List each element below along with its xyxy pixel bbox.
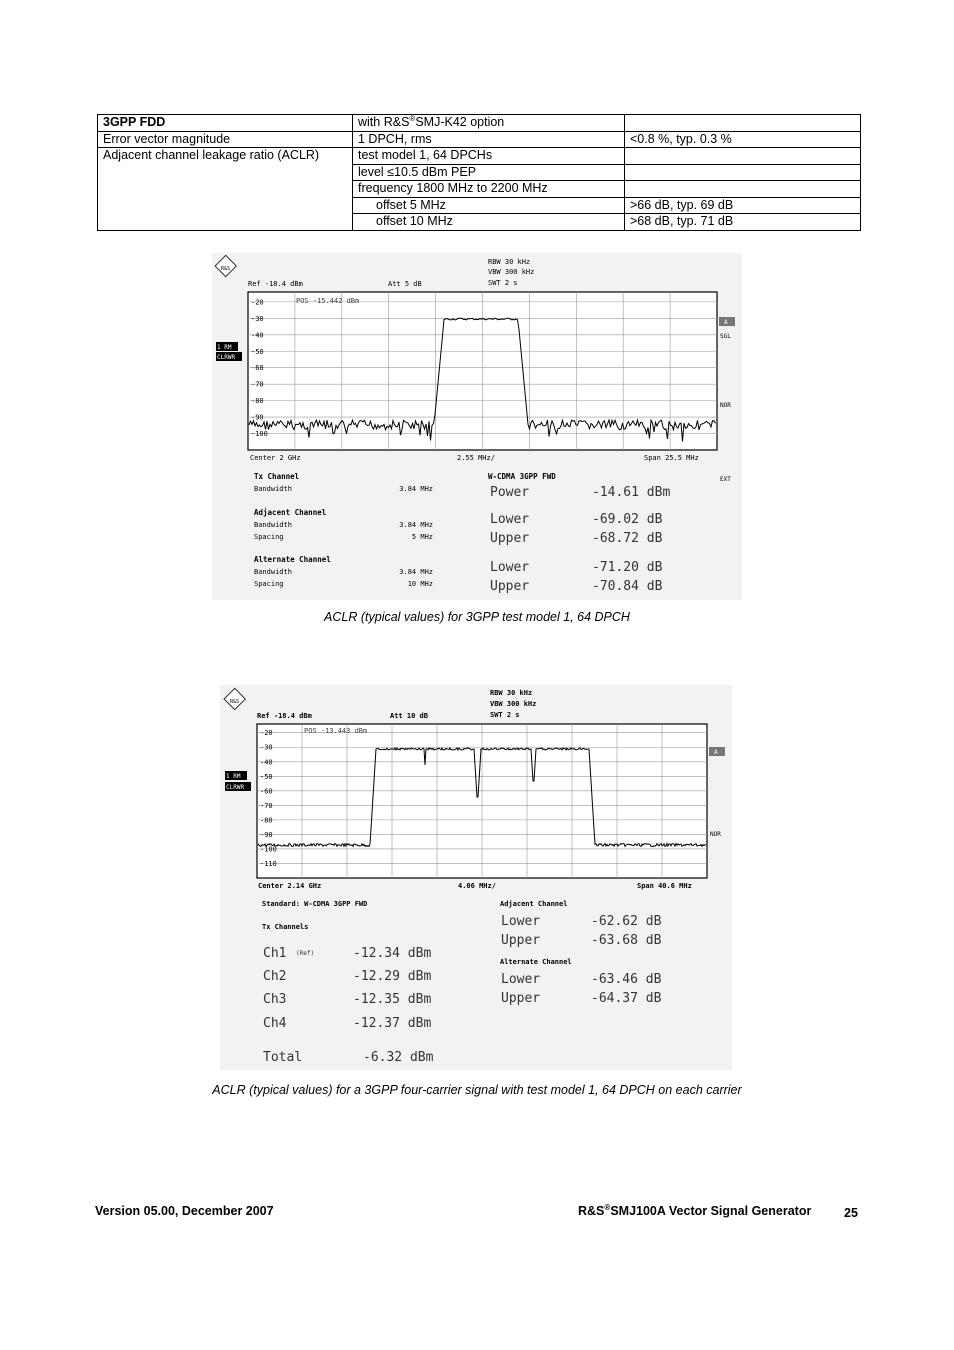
adjacent-upper-label: Upper xyxy=(501,933,541,948)
channel-name: Ch4 xyxy=(263,1016,287,1031)
frequency-division: 2.55 MHz/ xyxy=(457,454,495,462)
y-tick-label: -30 xyxy=(251,314,264,323)
table-cell: >66 dB, typ. 69 dB xyxy=(625,197,861,214)
vbw-label: VBW 300 kHz xyxy=(490,700,537,708)
table-cell xyxy=(625,115,861,132)
swt-label: SWT 2 s xyxy=(490,711,520,719)
y-tick-label: -80 xyxy=(251,397,264,406)
table-cell: Error vector magnitude xyxy=(98,131,353,148)
side-nor: NOR xyxy=(710,831,721,838)
y-tick-label: -90 xyxy=(251,413,264,422)
y-tick-label: -90 xyxy=(260,830,273,839)
span: Span 40.6 MHz xyxy=(637,882,692,890)
y-tick-label: -100 xyxy=(251,430,268,439)
alternate-lower-label: Lower xyxy=(501,972,541,987)
channel-tag: (Ref) xyxy=(296,950,315,957)
table-cell: 1 DPCH, rms xyxy=(353,131,625,148)
adjacent-spacing: 5 MHz xyxy=(411,533,433,541)
y-tick-label: -80 xyxy=(260,816,273,825)
power-label: Power xyxy=(490,485,530,500)
y-tick-label: -100 xyxy=(260,845,277,854)
y-tick-label: -20 xyxy=(251,298,264,307)
alternate-spacing-label: Spacing xyxy=(254,580,284,588)
y-tick-label: -110 xyxy=(260,859,277,868)
alternate-upper-label: Upper xyxy=(501,991,541,1006)
tx-bandwidth-label: Bandwidth xyxy=(254,485,292,493)
alternate-upper-value: -70.84 dB xyxy=(592,579,663,594)
adjacent-lower-label: Lower xyxy=(501,914,541,929)
table-cell xyxy=(625,164,861,181)
page-number: 25 xyxy=(844,1206,858,1220)
table-cell xyxy=(625,181,861,198)
analyzer-display-1 xyxy=(212,253,742,600)
table-row xyxy=(98,131,861,148)
y-tick-label: -60 xyxy=(260,787,273,796)
adjacent-channel-heading: Adjacent Channel xyxy=(254,508,327,517)
table-cell: level ≤10.5 dBm PEP xyxy=(353,164,625,181)
y-tick-label: -70 xyxy=(251,380,264,389)
analyzer-display-2 xyxy=(220,685,732,1070)
y-tick-label: -30 xyxy=(260,743,273,752)
table-cell: with R&S®SMJ-K42 option xyxy=(353,115,625,132)
table-cell: <0.8 %, typ. 0.3 % xyxy=(625,131,861,148)
trace-mode: CLRWR xyxy=(226,784,245,791)
center-frequency: Center 2 GHz xyxy=(250,454,301,462)
spec-table xyxy=(97,114,861,231)
analyzer-screenshot-1 xyxy=(212,253,742,600)
rbw-label: RBW 30 kHz xyxy=(490,689,533,697)
channel-value: -12.37 dBm xyxy=(353,1016,432,1031)
table-cell xyxy=(625,148,861,165)
trace-label: 1 RM xyxy=(217,344,232,351)
vbw-label: VBW 300 kHz xyxy=(488,268,535,276)
center-frequency: Center 2.14 GHz xyxy=(258,882,322,890)
frequency-division: 4.06 MHz/ xyxy=(458,882,496,890)
y-tick-label: -50 xyxy=(251,347,264,356)
adjacent-lower-value: -62.62 dB xyxy=(591,914,662,929)
adjacent-bandwidth: 3.84 MHz xyxy=(399,521,433,529)
analyzer-screenshot-2 xyxy=(220,685,732,1070)
alternate-channel-heading: Alternate Channel xyxy=(500,958,572,966)
side-sgl: SGL xyxy=(720,333,731,340)
y-tick-label: -60 xyxy=(251,364,264,373)
figure-caption-1: ACLR (typical values) for 3GPP test model 1, 64 DPCH xyxy=(324,610,630,624)
swt-label: SWT 2 s xyxy=(488,279,518,287)
footer-version: Version 05.00, December 2007 xyxy=(95,1204,274,1218)
alternate-upper-value: -64.37 dB xyxy=(591,991,662,1006)
footer-product: R&S®SMJ100A Vector Signal Generator xyxy=(578,1203,812,1218)
y-tick-label: -40 xyxy=(260,758,273,767)
channel-value: -12.29 dBm xyxy=(353,969,432,984)
tx-channel-heading: Tx Channel xyxy=(254,472,300,481)
total-label: Total xyxy=(263,1050,303,1065)
side-ext: EXT xyxy=(720,476,731,483)
logo-text: R&S xyxy=(221,266,231,272)
channel-name: Ch3 xyxy=(263,992,287,1007)
adjacent-upper-value: -63.68 dB xyxy=(591,933,662,948)
attenuation: Att 10 dB xyxy=(390,712,428,720)
standard-label: W-CDMA 3GPP FWD xyxy=(488,472,556,481)
adjacent-bandwidth-label: Bandwidth xyxy=(254,521,292,529)
side-a: A xyxy=(724,319,728,326)
adjacent-lower-value: -69.02 dB xyxy=(592,512,663,527)
marker-position: POS -13.443 dBm xyxy=(304,727,368,735)
logo-text: R&S xyxy=(230,699,240,705)
table-cell: >68 dB, typ. 71 dB xyxy=(625,214,861,231)
adjacent-spacing-label: Spacing xyxy=(254,533,284,541)
ref-level: Ref -18.4 dBm xyxy=(257,712,312,720)
channel-value: -12.34 dBm xyxy=(353,946,432,961)
channel-value: -12.35 dBm xyxy=(353,992,432,1007)
table-row xyxy=(98,148,861,165)
marker-position: POS -15.442 dBm xyxy=(296,297,360,305)
attenuation: Att 5 dB xyxy=(388,280,422,288)
alternate-bandwidth: 3.84 MHz xyxy=(399,568,433,576)
table-cell: offset 10 MHz xyxy=(353,214,625,231)
alternate-upper-label: Upper xyxy=(490,579,530,594)
alternate-lower-value: -63.46 dB xyxy=(591,972,662,987)
rbw-label: RBW 30 kHz xyxy=(488,258,531,266)
y-tick-label: -70 xyxy=(260,801,273,810)
adjacent-upper-value: -68.72 dB xyxy=(592,531,663,546)
y-tick-label: -50 xyxy=(260,772,273,781)
alternate-lower-label: Lower xyxy=(490,560,530,575)
side-a: A xyxy=(714,749,718,756)
alternate-spacing: 10 MHz xyxy=(407,580,433,588)
ref-level: Ref -18.4 dBm xyxy=(248,280,303,288)
table-cell: test model 1, 64 DPCHs xyxy=(353,148,625,165)
adjacent-channel-heading: Adjacent Channel xyxy=(500,900,568,908)
side-nor: NOR xyxy=(720,402,731,409)
alternate-channel-heading: Alternate Channel xyxy=(254,555,331,564)
table-cell: offset 5 MHz xyxy=(353,197,625,214)
tx-bandwidth: 3.84 MHz xyxy=(399,485,433,493)
channel-name: Ch2 xyxy=(263,969,287,984)
adjacent-lower-label: Lower xyxy=(490,512,530,527)
trace-mode: CLRWR xyxy=(217,354,236,361)
y-tick-label: -40 xyxy=(251,331,264,340)
table-cell: 3GPP FDD xyxy=(98,115,353,132)
alternate-lower-value: -71.20 dB xyxy=(592,560,663,575)
y-tick-label: -20 xyxy=(260,729,273,738)
standard-label: Standard: W-CDMA 3GPP FWD xyxy=(262,900,368,908)
power-value: -14.61 dBm xyxy=(592,485,671,500)
figure-caption-2: ACLR (typical values) for a 3GPP four-carrier signal with test model 1, 64 DPCH on each carrier xyxy=(212,1083,742,1097)
channel-name: Ch1 xyxy=(263,946,287,961)
total-value: -6.32 dBm xyxy=(363,1050,434,1065)
table-cell: Adjacent channel leakage ratio (ACLR) xyxy=(98,148,353,231)
alternate-bandwidth-label: Bandwidth xyxy=(254,568,292,576)
tx-channels-heading: Tx Channels xyxy=(262,923,309,931)
table-cell: frequency 1800 MHz to 2200 MHz xyxy=(353,181,625,198)
trace-label: 1 RM xyxy=(226,773,241,780)
table-row xyxy=(98,115,861,132)
span: Span 25.5 MHz xyxy=(644,454,699,462)
adjacent-upper-label: Upper xyxy=(490,531,530,546)
